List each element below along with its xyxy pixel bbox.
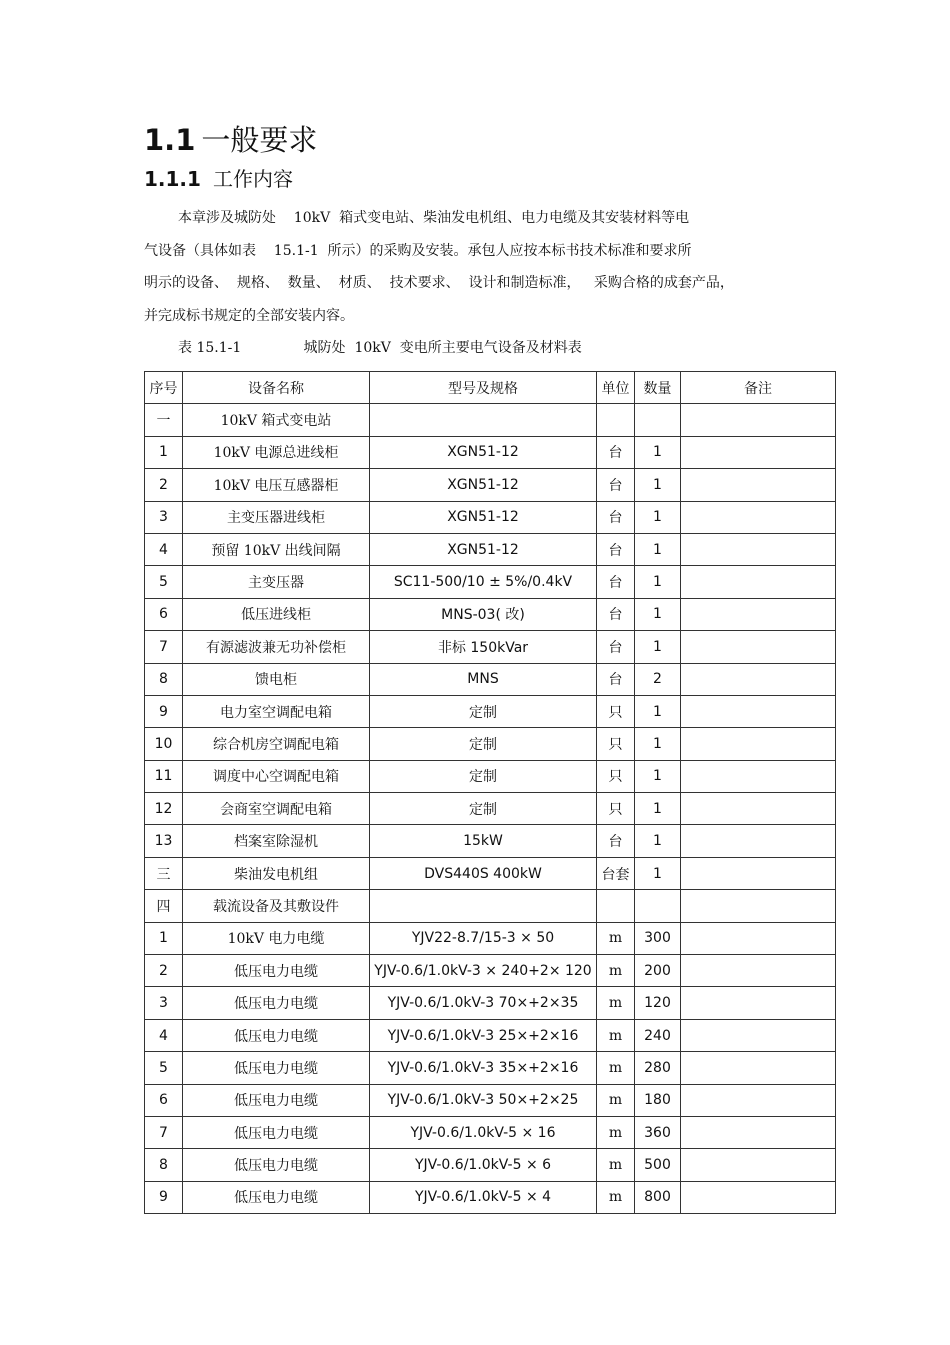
cell-unit: 台 [597,469,635,501]
table-row [145,760,836,792]
cell-model: XGN51-12 [370,533,597,565]
cell-name: 电力室空调配电箱 [183,695,370,727]
table-row [145,1149,836,1181]
cell-unit: m [597,1084,635,1116]
equipment-table [144,371,836,1214]
table-row [145,695,836,727]
cell-name: 档案室除湿机 [183,825,370,857]
cell-no: 12 [145,793,183,825]
cell-no: 10 [145,728,183,760]
cell-model: 定制 [370,793,597,825]
cell-note [681,857,836,889]
cell-no: 5 [145,566,183,598]
cell-model: 15kW [370,825,597,857]
table-row [145,890,836,922]
cell-no: 四 [145,890,183,922]
table-row [145,793,836,825]
cell-qty: 1 [635,760,681,792]
cell-qty: 1 [635,436,681,468]
cell-note [681,566,836,598]
table-caption: 表 15.1-1 城防处 10kV 变电所主要电气设备及材料表 [178,340,582,356]
table-row [145,1116,836,1148]
cell-no: 3 [145,501,183,533]
cell-model: YJV-0.6/1.0kV-3 50×+2×25 [370,1084,597,1116]
cell-unit: m [597,1052,635,1084]
cell-name: 10kV 电源总进线柜 [183,436,370,468]
cell-no: 9 [145,695,183,727]
cell-qty: 300 [635,922,681,954]
cell-unit: 台 [597,533,635,565]
section-number: 1.1 [144,123,196,157]
cell-note [681,825,836,857]
cell-unit: m [597,987,635,1019]
cell-name: 柴油发电机组 [183,857,370,889]
cell-note [681,1019,836,1051]
subsection-title: 工作内容 [212,167,293,191]
cell-name: 低压电力电缆 [183,1116,370,1148]
cell-unit: 只 [597,695,635,727]
cell-no: 1 [145,922,183,954]
cell-name: 调度中心空调配电箱 [183,760,370,792]
table-row [145,598,836,630]
cell-note [681,1181,836,1213]
cell-note [681,922,836,954]
cell-model: DVS440S 400kW [370,857,597,889]
cell-name: 主变压器进线柜 [183,501,370,533]
cell-qty: 180 [635,1084,681,1116]
subsection-heading [144,164,293,194]
cell-note [681,631,836,663]
cell-unit: 只 [597,793,635,825]
cell-name: 主变压器 [183,566,370,598]
cell-name: 10kV 箱式变电站 [183,404,370,436]
cell-name: 低压电力电缆 [183,1181,370,1213]
cell-note [681,890,836,922]
cell-qty: 500 [635,1149,681,1181]
cell-no: 6 [145,1084,183,1116]
cell-model: YJV-0.6/1.0kV-3 70×+2×35 [370,987,597,1019]
table-row [145,955,836,987]
cell-model: MNS [370,663,597,695]
cell-name: 预留 10kV 出线间隔 [183,533,370,565]
cell-note [681,760,836,792]
cell-no: 8 [145,663,183,695]
cell-note [681,1149,836,1181]
paragraph-line-4: 并完成标书规定的全部安装内容。 [144,308,354,324]
cell-name: 低压电力电缆 [183,1052,370,1084]
table-row [145,1019,836,1051]
table-row [145,1084,836,1116]
cell-name: 馈电柜 [183,663,370,695]
cell-note [681,793,836,825]
cell-name: 低压进线柜 [183,598,370,630]
table-row [145,857,836,889]
cell-unit: 台 [597,631,635,663]
cell-model: 定制 [370,695,597,727]
cell-qty: 1 [635,566,681,598]
cell-note [681,533,836,565]
cell-model [370,890,597,922]
cell-model: YJV-0.6/1.0kV-5 × 4 [370,1181,597,1213]
cell-unit [597,404,635,436]
cell-no: 2 [145,469,183,501]
cell-qty: 1 [635,728,681,760]
cell-note [681,598,836,630]
table-row [145,728,836,760]
cell-no: 7 [145,631,183,663]
cell-name: 有源滤波兼无功补偿柜 [183,631,370,663]
cell-no: 8 [145,1149,183,1181]
paragraph-line-3: 明示的设备、 规格、 数量、 材质、 技术要求、 设计和制造标准， 采购合格的成套产品， [144,275,734,291]
cell-model: YJV-0.6/1.0kV-5 × 6 [370,1149,597,1181]
cell-qty [635,404,681,436]
cell-note [681,501,836,533]
cell-model: MNS-03( 改) [370,598,597,630]
cell-unit [597,890,635,922]
cell-name: 低压电力电缆 [183,955,370,987]
cell-no: 一 [145,404,183,436]
header-qty: 数量 [635,372,681,404]
paragraph-line-1: 本章涉及城防处 10kV 箱式变电站、柴油发电机组、电力电缆及其安装材料等电 [178,210,690,226]
table-row [145,663,836,695]
cell-name: 低压电力电缆 [183,987,370,1019]
cell-model: YJV-0.6/1.0kV-5 × 16 [370,1116,597,1148]
cell-name: 会商室空调配电箱 [183,793,370,825]
table-row [145,987,836,1019]
cell-name: 10kV 电力电缆 [183,922,370,954]
cell-unit: 只 [597,728,635,760]
paragraph-line-2: 气设备（具体如表 15.1-1 所示）的采购及安装。承包人应按本标书技术标准和要求所 [144,243,692,259]
cell-unit: 台 [597,436,635,468]
header-model: 型号及规格 [370,372,597,404]
cell-name: 载流设备及其敷设件 [183,890,370,922]
cell-note [681,1052,836,1084]
cell-unit: m [597,955,635,987]
cell-qty: 1 [635,501,681,533]
cell-model: YJV-0.6/1.0kV-3 35×+2×16 [370,1052,597,1084]
cell-unit: 台 [597,825,635,857]
cell-qty: 1 [635,533,681,565]
cell-name: 低压电力电缆 [183,1084,370,1116]
cell-note [681,955,836,987]
section-title: 一般要求 [201,123,318,157]
cell-model: 非标 150kVar [370,631,597,663]
cell-qty: 1 [635,825,681,857]
cell-note [681,1084,836,1116]
table-row [145,1052,836,1084]
table-row [145,436,836,468]
section-heading [144,120,317,160]
header-note: 备注 [681,372,836,404]
cell-unit: 台 [597,663,635,695]
cell-qty: 800 [635,1181,681,1213]
cell-note [681,1116,836,1148]
cell-note [681,987,836,1019]
cell-no: 1 [145,436,183,468]
cell-no: 2 [145,955,183,987]
cell-no: 4 [145,1019,183,1051]
cell-qty: 1 [635,469,681,501]
table-row [145,566,836,598]
cell-unit: 台套 [597,857,635,889]
cell-qty: 120 [635,987,681,1019]
header-name: 设备名称 [183,372,370,404]
cell-unit: 台 [597,566,635,598]
cell-qty: 360 [635,1116,681,1148]
cell-model: XGN51-12 [370,501,597,533]
cell-qty: 1 [635,793,681,825]
cell-model: XGN51-12 [370,436,597,468]
cell-qty: 1 [635,598,681,630]
cell-no: 9 [145,1181,183,1213]
cell-note [681,728,836,760]
cell-no: 4 [145,533,183,565]
cell-unit: m [597,1019,635,1051]
cell-no: 3 [145,987,183,1019]
cell-note [681,436,836,468]
cell-no: 11 [145,760,183,792]
cell-model [370,404,597,436]
cell-unit: 只 [597,760,635,792]
cell-name: 10kV 电压互感器柜 [183,469,370,501]
cell-name: 低压电力电缆 [183,1149,370,1181]
cell-name: 低压电力电缆 [183,1019,370,1051]
cell-no: 7 [145,1116,183,1148]
cell-unit: 台 [597,598,635,630]
cell-model: YJV-0.6/1.0kV-3 25×+2×16 [370,1019,597,1051]
table-row [145,922,836,954]
cell-model: YJV-0.6/1.0kV-3 × 240+2× 120 [370,955,597,987]
cell-model: YJV22-8.7/15-3 × 50 [370,922,597,954]
cell-note [681,469,836,501]
cell-unit: m [597,1149,635,1181]
table-header-row [145,372,836,404]
header-no: 序号 [145,372,183,404]
cell-qty: 280 [635,1052,681,1084]
cell-model: SC11-500/10 ± 5%/0.4kV [370,566,597,598]
cell-qty [635,890,681,922]
cell-note [681,695,836,727]
table-row [145,469,836,501]
cell-note [681,404,836,436]
cell-model: 定制 [370,728,597,760]
cell-qty: 2 [635,663,681,695]
cell-no: 三 [145,857,183,889]
cell-qty: 1 [635,631,681,663]
cell-qty: 200 [635,955,681,987]
cell-qty: 1 [635,695,681,727]
cell-unit: m [597,922,635,954]
cell-no: 13 [145,825,183,857]
table-row [145,825,836,857]
cell-unit: m [597,1181,635,1213]
cell-qty: 1 [635,857,681,889]
cell-model: 定制 [370,760,597,792]
cell-note [681,663,836,695]
table-row [145,1181,836,1213]
table-row [145,533,836,565]
table-row [145,631,836,663]
cell-name: 综合机房空调配电箱 [183,728,370,760]
cell-unit: m [597,1116,635,1148]
cell-no: 6 [145,598,183,630]
cell-no: 5 [145,1052,183,1084]
cell-qty: 240 [635,1019,681,1051]
table-row [145,501,836,533]
cell-unit: 台 [597,501,635,533]
table-row [145,404,836,436]
subsection-number: 1.1.1 [144,167,201,191]
cell-model: XGN51-12 [370,469,597,501]
header-unit: 单位 [597,372,635,404]
